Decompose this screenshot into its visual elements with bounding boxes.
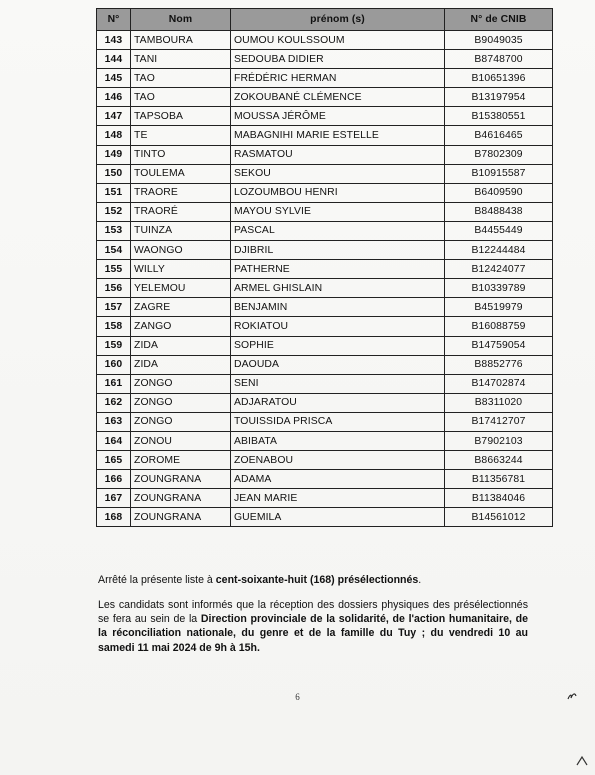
row-prenom: LOZOUMBOU HENRI [231,183,445,202]
table-row [97,451,553,470]
row-number: 161 [97,374,131,393]
table-header-row [97,9,553,31]
row-prenom: SENI [231,374,445,393]
row-cnib: B10915587 [445,164,553,183]
row-number: 162 [97,393,131,412]
row-cnib: B7802309 [445,145,553,164]
header-prenom: prénom (s) [231,9,445,31]
row-number: 160 [97,355,131,374]
header-number: N° [97,9,131,31]
table-row [97,145,553,164]
row-number: 143 [97,31,131,50]
table-row [97,355,553,374]
row-nom: ZAGRE [131,298,231,317]
row-nom: ZONGO [131,393,231,412]
row-cnib: B17412707 [445,412,553,431]
table-row [97,470,553,489]
row-prenom: DJIBRIL [231,241,445,260]
table-row [97,183,553,202]
corner-mark-icon [575,753,589,767]
row-number: 144 [97,50,131,69]
row-number: 158 [97,317,131,336]
closing-statement [98,574,528,586]
row-number: 150 [97,164,131,183]
row-cnib: B11384046 [445,489,553,508]
table-row [97,393,553,412]
row-number: 151 [97,183,131,202]
row-cnib: B6409590 [445,183,553,202]
row-cnib: B4616465 [445,126,553,145]
table-row [97,69,553,88]
table-row [97,279,553,298]
row-nom: ZONGO [131,374,231,393]
row-cnib: B4455449 [445,221,553,240]
row-cnib: B10651396 [445,69,553,88]
row-prenom: ZOKOUBANÉ CLÉMENCE [231,88,445,107]
submission-notice-location: Direction provinciale de la solidarité, de l'action humanitaire, de la réconciliation nationale, du genre et de la famille du Tuy ; du vendredi 10 au samedi 11 mai 2024 de 9h à 15h. [98,613,528,654]
table-row [97,107,553,126]
row-prenom: ADAMA [231,470,445,489]
row-cnib: B14561012 [445,508,553,527]
row-nom: ZANGO [131,317,231,336]
table-row [97,164,553,183]
table-row [97,336,553,355]
row-prenom: JEAN MARIE [231,489,445,508]
table-row [97,508,553,527]
row-number: 148 [97,126,131,145]
row-number: 147 [97,107,131,126]
row-cnib: B9049035 [445,31,553,50]
row-nom: TAPSOBA [131,107,231,126]
row-number: 163 [97,412,131,431]
row-number: 155 [97,260,131,279]
row-prenom: RASMATOU [231,145,445,164]
candidates-table [96,8,553,527]
row-cnib: B4519979 [445,298,553,317]
row-number: 152 [97,202,131,221]
page-number: 6 [295,692,300,702]
row-number: 167 [97,489,131,508]
row-cnib: B11356781 [445,470,553,489]
ink-mark-icon [566,690,578,702]
row-cnib: B8663244 [445,451,553,470]
row-nom: ZONOU [131,431,231,450]
row-nom: WAONGO [131,241,231,260]
row-number: 149 [97,145,131,164]
row-cnib: B8748700 [445,50,553,69]
row-cnib: B14759054 [445,336,553,355]
row-prenom: MABAGNIHI MARIE ESTELLE [231,126,445,145]
row-prenom: FRÉDÉRIC HERMAN [231,69,445,88]
table-row [97,126,553,145]
table-row [97,317,553,336]
row-prenom: ADJARATOU [231,393,445,412]
row-number: 164 [97,431,131,450]
row-nom: TUINZA [131,221,231,240]
row-number: 159 [97,336,131,355]
row-number: 145 [97,69,131,88]
row-nom: ZIDA [131,355,231,374]
row-nom: TE [131,126,231,145]
row-prenom: MAYOU SYLVIE [231,202,445,221]
table-row [97,50,553,69]
row-nom: ZONGO [131,412,231,431]
row-cnib: B14702874 [445,374,553,393]
row-prenom: SEDOUBA DIDIER [231,50,445,69]
row-nom: ZOUNGRANA [131,470,231,489]
row-number: 156 [97,279,131,298]
table-row [97,88,553,107]
row-cnib: B10339789 [445,279,553,298]
row-nom: TRAORÉ [131,202,231,221]
row-nom: TANI [131,50,231,69]
row-nom: ZOUNGRANA [131,489,231,508]
table-row [97,374,553,393]
row-number: 146 [97,88,131,107]
row-cnib: B15380551 [445,107,553,126]
table-row [97,489,553,508]
row-number: 168 [97,508,131,527]
row-prenom: OUMOU KOULSSOUM [231,31,445,50]
row-prenom: ROKIATOU [231,317,445,336]
row-cnib: B12244484 [445,241,553,260]
table-row [97,431,553,450]
row-prenom: ZOENABOU [231,451,445,470]
row-nom: WILLY [131,260,231,279]
submission-notice [98,598,528,655]
row-nom: TAO [131,88,231,107]
header-nom: Nom [131,9,231,31]
row-prenom: PATHERNE [231,260,445,279]
closing-statement-suffix: . [418,574,422,586]
header-cnib: N° de CNIB [445,9,553,31]
row-number: 166 [97,470,131,489]
row-number: 165 [97,451,131,470]
row-number: 157 [97,298,131,317]
row-nom: TOULEMA [131,164,231,183]
row-cnib: B16088759 [445,317,553,336]
table-row [97,298,553,317]
row-prenom: BENJAMIN [231,298,445,317]
table-row [97,221,553,240]
row-nom: TINTO [131,145,231,164]
closing-statement-count: cent-soixante-huit (168) présélectionnés [215,574,419,586]
row-prenom: GUEMILA [231,508,445,527]
row-cnib: B8852776 [445,355,553,374]
row-prenom: SEKOU [231,164,445,183]
row-prenom: ABIBATA [231,431,445,450]
table-row [97,260,553,279]
row-cnib: B12424077 [445,260,553,279]
row-prenom: ARMEL GHISLAIN [231,279,445,298]
row-nom: ZOROME [131,451,231,470]
row-prenom: DAOUDA [231,355,445,374]
row-number: 154 [97,241,131,260]
table-row [97,412,553,431]
row-number: 153 [97,221,131,240]
row-cnib: B8488438 [445,202,553,221]
row-cnib: B8311020 [445,393,553,412]
row-nom: YELEMOU [131,279,231,298]
closing-statement-prefix: Arrêté la présente liste à [98,574,216,586]
table-row [97,31,553,50]
submission-notice-prefix: Les candidats sont informés que la réception des dossiers physiques des présélectionnés se fera au sein de la [98,599,528,626]
row-prenom: MOUSSA JÉRÔME [231,107,445,126]
row-cnib: B7902103 [445,431,553,450]
table-row [97,241,553,260]
table-row [97,202,553,221]
row-prenom: TOUISSIDA PRISCA [231,412,445,431]
row-nom: ZOUNGRANA [131,508,231,527]
row-prenom: PASCAL [231,221,445,240]
row-cnib: B13197954 [445,88,553,107]
row-nom: TAMBOURA [131,31,231,50]
row-nom: ZIDA [131,336,231,355]
row-nom: TAO [131,69,231,88]
row-nom: TRAORE [131,183,231,202]
row-prenom: SOPHIE [231,336,445,355]
